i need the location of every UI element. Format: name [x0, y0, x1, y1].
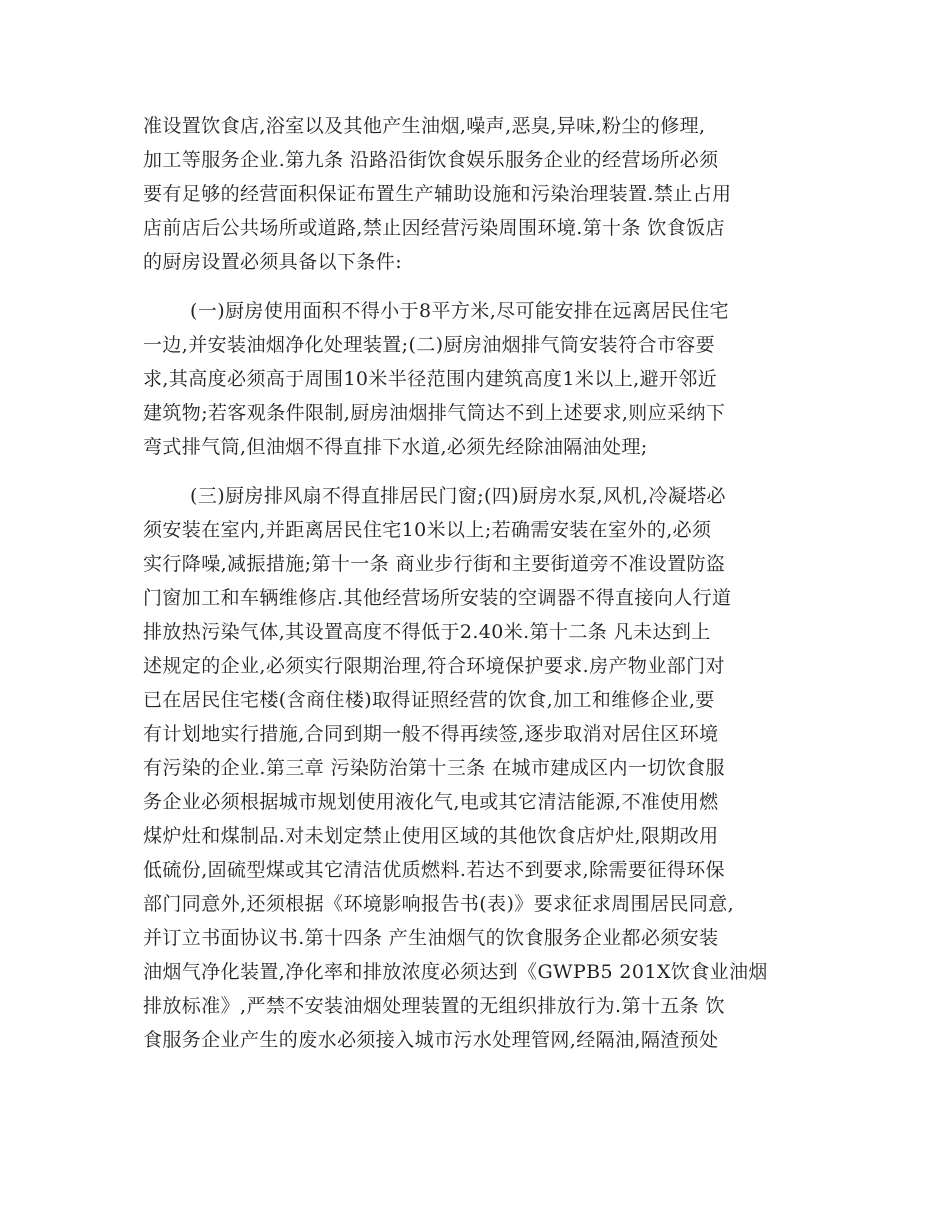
text-line: 实行降噪,减振措施;第十一条 商业步行街和主要街道旁不准设置防盗	[143, 553, 726, 575]
text-line: 店前店后公共场所或道路,禁止因经营污染周围环境.第十条 饮食饭店	[143, 217, 725, 239]
paragraph-start-line: (一)厨房使用面积不得小于8平方米,尽可能安排在远离居民住宅	[190, 300, 729, 322]
text-line: 的厨房设置必须具备以下条件:	[143, 251, 403, 273]
text-line: 求,其高度必须高于周围10米半径范围内建筑高度1米以上,避开邻近	[143, 368, 718, 390]
text-line: 述规定的企业,必须实行限期治理,符合环境保护要求.房产物业部门对	[143, 655, 725, 677]
text-line: 门窗加工和车辆维修店.其他经营场所安装的空调器不得直接向人行道	[143, 587, 732, 609]
text-line: 低硫份,固硫型煤或其它清洁优质燃料.若达不到要求,除需要征得环保	[143, 859, 725, 881]
text-line: 煤炉灶和煤制品.对未划定禁止使用区域的其他饮食店炉灶,限期改用	[143, 825, 719, 847]
text-line: 加工等服务企业.第九条 沿路沿街饮食娱乐服务企业的经营场所必须	[143, 149, 719, 171]
text-line: 部门同意外,还须根据《环境影响报告书(表)》要求征求周围居民同意,	[143, 893, 735, 915]
text-line: 并订立书面协议书.第十四条 产生油烟气的饮食服务企业都必须安装	[143, 927, 719, 949]
text-line: 食服务企业产生的废水必须接入城市污水处理管网,经隔油,隔渣预处	[143, 1029, 719, 1051]
text-line: 一边,并安装油烟净化处理装置;(二)厨房油烟排气筒安装符合市容要	[143, 334, 716, 356]
text-line: 要有足够的经营面积保证布置生产辅助设施和污染治理装置.禁止占用	[143, 183, 732, 205]
text-line: 弯式排气筒,但油烟不得直排下水道,必须先经除油隔油处理;	[143, 436, 648, 458]
text-line: 建筑物;若客观条件限制,厨房油烟排气筒达不到上述要求,则应采纳下	[143, 402, 726, 424]
text-line: 已在居民住宅楼(含商住楼)取得证照经营的饮食,加工和维修企业,要	[143, 689, 715, 711]
text-line: 须安装在室内,并距离居民住宅10米以上;若确需安装在室外的,必须	[143, 519, 712, 541]
text-line: 排放热污染气体,其设置高度不得低于2.40米.第十二条 凡未达到上	[143, 621, 711, 643]
text-line: 有污染的企业.第三章 污染防治第十三条 在城市建成区内一切饮食服	[143, 757, 725, 779]
text-line: 务企业必须根据城市规划使用液化气,电或其它清洁能源,不准使用燃	[143, 791, 719, 813]
paragraph-start-line: (三)厨房排风扇不得直排居民门窗;(四)厨房水泵,风机,冷凝塔必	[190, 485, 726, 507]
text-line: 油烟气净化装置,净化率和排放浓度必须达到《GWPB5 201X饮食业油烟	[143, 961, 768, 983]
text-line: 准设置饮食店,浴室以及其他产生油烟,噪声,恶臭,异味,粉尘的修理,	[143, 115, 706, 137]
text-line: 排放标准》,严禁不安装油烟处理装置的无组织排放行为.第十五条 饮	[143, 995, 725, 1017]
text-line: 有计划地实行措施,合同到期一般不得再续签,逐步取消对居住区环境	[143, 723, 719, 745]
